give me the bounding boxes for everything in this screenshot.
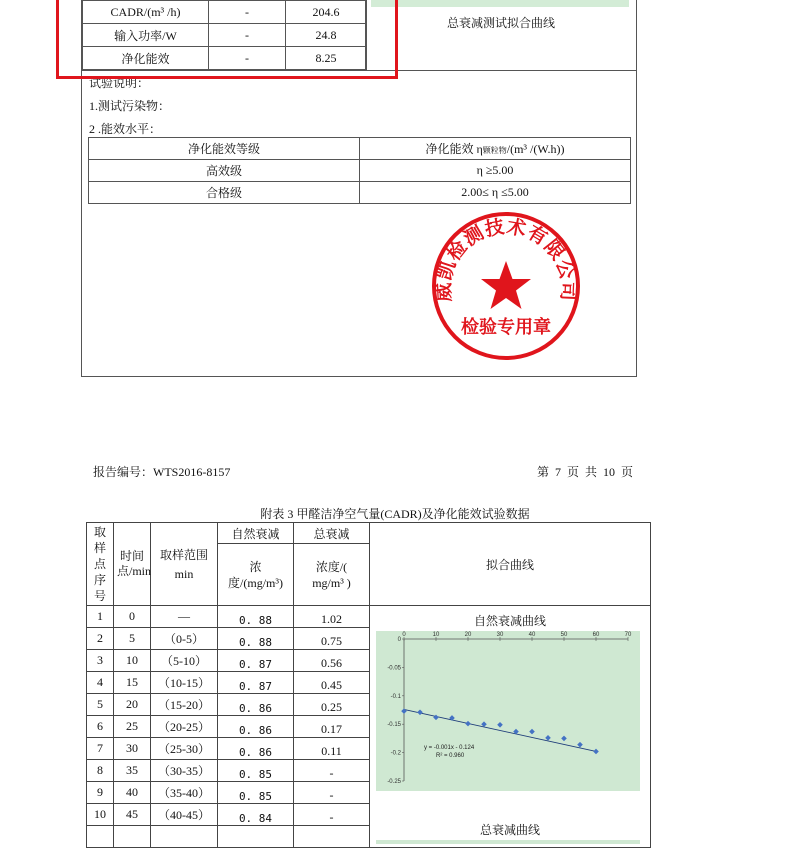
- total-conc-cell: 0.75: [294, 628, 370, 650]
- x-tick-label: 10: [432, 632, 440, 638]
- empty-cell: [294, 826, 370, 848]
- power-label: 输入功率/W: [83, 24, 209, 47]
- table-row: [89, 160, 631, 182]
- y-tick-label: 0: [397, 637, 401, 643]
- efficiency-header-sub: 颗粒物: [482, 146, 507, 155]
- seq-cell: 1: [87, 606, 114, 628]
- data-point: [497, 722, 503, 728]
- efficiency-value: 8.25: [286, 47, 367, 70]
- power-std: -: [209, 24, 286, 47]
- efficiency-header-main: 净化能效 η: [425, 142, 483, 156]
- data-point: [433, 715, 439, 721]
- range-cell: （35-40）: [151, 782, 218, 804]
- seq-cell: 6: [87, 716, 114, 738]
- report-number: 报告编号：WTS2016-8157: [93, 465, 231, 479]
- x-tick-label: 50: [560, 632, 568, 638]
- cadr-value: 204.6: [286, 1, 367, 24]
- time-cell: 15: [114, 672, 151, 694]
- seq-cell: 10: [87, 804, 114, 826]
- total-header: 总衰减: [294, 523, 370, 544]
- chart-fragment: [371, 0, 629, 7]
- range-cell: —: [151, 606, 218, 628]
- natural-conc-cell: 0. 88: [218, 606, 294, 628]
- seq-cell: 8: [87, 760, 114, 782]
- efficiency-std: -: [209, 47, 286, 70]
- range-cell: （0-5）: [151, 628, 218, 650]
- time-cell: 20: [114, 694, 151, 716]
- y-tick-label: -0.2: [390, 750, 401, 757]
- natural-header: 自然衰减: [218, 523, 294, 544]
- chart-caption: 总衰减测试拟合曲线: [446, 16, 555, 30]
- note-pollutant: 1.测试污染物：: [89, 99, 171, 113]
- table-row: [89, 182, 631, 204]
- x-tick-label: 40: [528, 632, 536, 638]
- table-row: [89, 138, 631, 160]
- range-cell: （30-35）: [151, 760, 218, 782]
- natural-conc-cell: 0. 87: [218, 672, 294, 694]
- y-tick-label: -0.05: [387, 665, 401, 672]
- cadr-label: CADR/(m³ /h): [83, 1, 209, 24]
- table-title: 附表 3 甲醛洁净空气量(CADR)及净化能效试验数据: [260, 507, 530, 521]
- range-header-main: 取样范围: [159, 548, 208, 562]
- seq-cell: 3: [87, 650, 114, 672]
- range-cell: （5-10）: [151, 650, 218, 672]
- empty-cell: [151, 826, 218, 848]
- total-conc-cell: 0.45: [294, 672, 370, 694]
- range-cell: （10-15）: [151, 672, 218, 694]
- total-conc-cell: 0.17: [294, 716, 370, 738]
- seq-header: 取样点序号: [87, 523, 114, 606]
- trend-r2: R² = 0.960: [436, 753, 465, 759]
- time-cell: 30: [114, 738, 151, 760]
- total-conc-header: 浓度/( mg/m³ ): [294, 544, 370, 606]
- chart-svg: [376, 631, 640, 791]
- seq-cell: 9: [87, 782, 114, 804]
- x-tick-label: 0: [402, 632, 406, 638]
- x-tick-label: 20: [464, 632, 472, 638]
- time-cell: 25: [114, 716, 151, 738]
- notes-title: 试验说明：: [89, 76, 150, 90]
- y-tick-label: -0.15: [387, 722, 401, 729]
- cadr-std: -: [209, 1, 286, 24]
- time-cell: 45: [114, 804, 151, 826]
- natural-conc-cell: 0. 85: [218, 782, 294, 804]
- natural-conc-cell: 0. 85: [218, 760, 294, 782]
- range-header-unit: min: [174, 567, 194, 581]
- natural-conc-header: 浓度/(mg/m³): [218, 544, 294, 606]
- power-value: 24.8: [286, 24, 367, 47]
- natural-conc-cell: 0. 86: [218, 738, 294, 760]
- x-tick-label: 70: [624, 632, 632, 638]
- data-point: [577, 742, 583, 748]
- time-cell: 5: [114, 628, 151, 650]
- time-cell: 40: [114, 782, 151, 804]
- data-point: [593, 749, 599, 755]
- grade-cell: 高效级: [89, 160, 360, 182]
- grade-cell: 合格级: [89, 182, 360, 204]
- range-cell: 2.00≤ η ≤5.00: [360, 182, 631, 204]
- x-tick-label: 60: [592, 632, 600, 638]
- seq-cell: 7: [87, 738, 114, 760]
- seal-name: 威凯检测技术有限公司: [432, 215, 580, 303]
- chart2-title: 总衰减曲线: [479, 823, 540, 837]
- time-cell: 35: [114, 760, 151, 782]
- data-point: [417, 709, 423, 715]
- time-cell: 0: [114, 606, 151, 628]
- time-header: 时间点/min: [114, 523, 151, 606]
- total-conc-cell: -: [294, 804, 370, 826]
- total-conc-cell: 0.56: [294, 650, 370, 672]
- efficiency-header-unit: /(m³ /(W.h)): [506, 142, 565, 156]
- total-conc-cell: -: [294, 760, 370, 782]
- total-decay-chart: [376, 840, 640, 844]
- data-point: [465, 721, 471, 727]
- table-row: [87, 523, 651, 544]
- y-tick-label: -0.25: [387, 779, 401, 785]
- total-conc-cell: 0.11: [294, 738, 370, 760]
- grade-header: 净化能效等级: [89, 138, 360, 160]
- natural-conc-cell: 0. 88: [218, 628, 294, 650]
- total-conc-cell: 1.02: [294, 606, 370, 628]
- seal-bottom-text: 检验专用章: [461, 317, 551, 338]
- range-cell: （25-30）: [151, 738, 218, 760]
- page-indicator: 第 7 页 共 10 页: [537, 465, 634, 479]
- chart1-title: 自然衰减曲线: [473, 614, 546, 628]
- range-cell: （15-20）: [151, 694, 218, 716]
- y-tick-label: -0.1: [390, 693, 401, 700]
- range-cell: （40-45）: [151, 804, 218, 826]
- natural-decay-chart: [376, 631, 640, 791]
- x-tick-label: 30: [496, 632, 504, 638]
- highlight-box: [56, 0, 398, 79]
- range-header: [151, 523, 218, 606]
- empty-cell: [114, 826, 151, 848]
- natural-conc-cell: 0. 84: [218, 804, 294, 826]
- fit-header: 拟合曲线: [370, 523, 651, 606]
- efficiency-header: [360, 138, 631, 160]
- note-efficiency: 2 .能效水平：: [89, 122, 162, 136]
- data-point: [529, 729, 535, 735]
- seq-cell: 4: [87, 672, 114, 694]
- total-conc-cell: -: [294, 782, 370, 804]
- natural-conc-cell: 0. 86: [218, 694, 294, 716]
- range-cell: η ≥5.00: [360, 160, 631, 182]
- efficiency-grade-table: [88, 137, 631, 204]
- data-point: [545, 735, 551, 741]
- seq-cell: 5: [87, 694, 114, 716]
- official-seal: [428, 208, 584, 364]
- data-point: [561, 736, 567, 742]
- empty-cell: [87, 826, 114, 848]
- time-cell: 10: [114, 650, 151, 672]
- natural-conc-cell: 0. 87: [218, 650, 294, 672]
- trend-equation: y = -0.001x - 0.124: [424, 745, 475, 751]
- efficiency-label: 净化能效: [83, 47, 209, 70]
- seq-cell: 2: [87, 628, 114, 650]
- total-conc-cell: 0.25: [294, 694, 370, 716]
- empty-cell: [218, 826, 294, 848]
- range-cell: （20-25）: [151, 716, 218, 738]
- natural-conc-cell: 0. 86: [218, 716, 294, 738]
- data-point: [401, 708, 407, 714]
